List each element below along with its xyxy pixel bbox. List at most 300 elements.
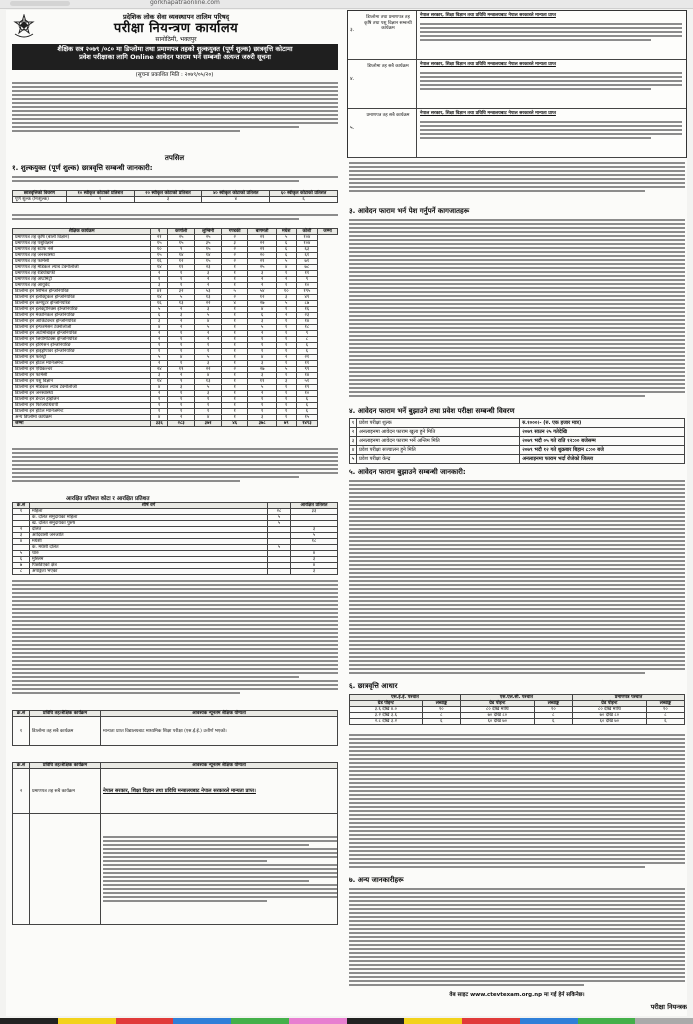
seats-total-cell: ३३६: [151, 421, 168, 427]
seats-cell: ६: [296, 343, 318, 349]
basis-cell: १०: [534, 707, 572, 713]
seats-cell: १०: [296, 391, 318, 397]
seats-cell: १: [276, 337, 296, 343]
seats-cell: ३: [276, 295, 296, 301]
seats-cell: ७१: [296, 259, 318, 265]
seats-cell: १८: [296, 325, 318, 331]
seats-cell: १४: [296, 319, 318, 325]
seats-cell: ६: [296, 349, 318, 355]
seats-cell: डिप्लोमा इन मेकानिकल इन्जिनियरिङ: [13, 313, 151, 319]
seats-cell: ५: [195, 385, 222, 391]
seats-cell: १: [222, 265, 248, 271]
seats-cell: १६: [151, 259, 168, 265]
seats-cell: अन्य डिप्लोमा कार्यक्रम: [13, 415, 151, 421]
reserve-cell: ३: [291, 527, 338, 533]
seats-cell: ५४: [248, 289, 276, 295]
seats-cell: २: [151, 337, 168, 343]
seats-cell: डिप्लोमा इन जियोमेटिक्स इन्जिनियरिङ: [13, 337, 151, 343]
basis-group-header: एस.एल.सी. पश्चात: [460, 695, 572, 701]
seats-cell: ४: [222, 301, 248, 307]
eligibility-header: क्र.सं: [13, 763, 30, 769]
seats-cell: ५: [248, 325, 276, 331]
seats-cell: ३: [195, 361, 222, 367]
seats-cell: १: [276, 415, 296, 421]
eligibility-continued-box: [347, 10, 687, 158]
reserve-cell: २: [13, 527, 30, 533]
seats-cell: ३: [168, 313, 195, 319]
seats-cell: १६: [296, 307, 318, 313]
eligibility-table-1: [12, 710, 338, 746]
basis-header: लब्धाङ्क: [534, 701, 572, 707]
exam-cell: अनलाइनमा आवेदन फाराम खुला हुने मिति: [357, 428, 520, 437]
exam-cell: प्रवेश परीक्षा शुल्क: [357, 419, 520, 428]
seats-cell: २५: [195, 235, 222, 241]
eligibility-row-label: डिप्लोमा तह सबै कार्यक्रम: [367, 64, 409, 69]
seats-cell: डिप्लोमा इन इलेक्ट्रिकल इन्जिनियरिङ: [13, 295, 151, 301]
seats-cell: १: [168, 391, 195, 397]
seats-cell: १: [151, 409, 168, 415]
seats-cell: १: [222, 283, 248, 289]
seats-cell: २: [248, 391, 276, 397]
seats-cell: ३: [195, 271, 222, 277]
office-location: सानोठिमी, भक्तपुर: [155, 36, 197, 43]
website-note: वेब साइट www.ctevtexam.org.np मा गई हेर्न सकिनेछ।: [449, 992, 585, 998]
seats-cell: १४: [151, 265, 168, 271]
banner-line-2: प्रवेश परीक्षाका लागि Online आवेदन फाराम भर्ने सम्बन्धी अत्यन्त जरुरी सूचना: [79, 53, 271, 61]
reserve-cell: थारु: [30, 551, 268, 557]
seats-cell: १: [276, 403, 296, 409]
seats-cell: प्रमाणपत्र तह पशुविज्ञान: [13, 241, 151, 247]
reserve-row: [13, 569, 338, 575]
office-header: [46, 13, 306, 43]
seats-cell: ३: [248, 373, 276, 379]
seats-cell: २: [248, 331, 276, 337]
reserve-cell: ७: [13, 563, 30, 569]
seats-cell: ४: [195, 373, 222, 379]
seats-total-cell: ४६: [222, 421, 248, 427]
seats-cell: ५: [276, 367, 296, 373]
reserve-cell: क. मधेशी दलित: [30, 545, 268, 551]
eligibility-table-2: [12, 762, 338, 925]
seats-cell: डिप्लोमा इन मेडिकल ल्याब टेक्नोलोजी: [13, 385, 151, 391]
seats-cell: २: [195, 331, 222, 337]
eligibility-row-detail: [420, 119, 682, 153]
seats-cell: ७८: [296, 265, 318, 271]
eligibility-highlight: नेपाल सरकार, शिक्षा विज्ञान तथा प्रविधि मन्त्रालयबाट नेपाल सरकारले मान्यता प्राप्त।: [103, 788, 256, 794]
basis-header: ग्रेड पोइन्ट: [572, 701, 646, 707]
seats-cell: १: [168, 331, 195, 337]
seats-cell: ३: [248, 361, 276, 367]
seats-cell: प्रमाणपत्र तह मेडिकल ल्याब टेक्नोलोजी: [13, 265, 151, 271]
eligibility-row-label: प्रमाणपत्र तह सबै कार्यक्रम: [366, 113, 410, 118]
seats-cell: २: [222, 295, 248, 301]
quota-table: [12, 190, 338, 203]
seats-cell: १: [222, 331, 248, 337]
seats-header: जम्मा: [318, 229, 338, 235]
eligibility-row-note: नेपाल सरकार, शिक्षा विज्ञान तथा प्रविधि मन्त्रालयबाट नेपाल सरकारले मान्यता प्राप्त: [420, 62, 556, 67]
quota-cell: ४: [202, 197, 270, 203]
exam-row: [350, 437, 685, 446]
basis-cell: ६० देखि ७०: [572, 719, 646, 725]
seats-total-cell: ३७८: [248, 421, 276, 427]
seats-cell: १: [222, 337, 248, 343]
seats-cell: १: [222, 271, 248, 277]
reserve-cell: ३: [291, 557, 338, 563]
seats-cell: डिप्लोमा इन इरिगेसन इन्जिनियरिङ: [13, 343, 151, 349]
seats-cell: २३: [296, 313, 318, 319]
seats-cell: १: [276, 325, 296, 331]
seats-header: लुम्बिनी: [195, 229, 222, 235]
browser-bar: [0, 0, 693, 9]
seats-cell: १: [222, 373, 248, 379]
eligibility-row-note: नेपाल सरकार, शिक्षा विज्ञान तथा प्रविधि मन्त्रालयबाट नेपाल सरकारले मान्यता प्राप्त: [420, 111, 556, 116]
eligibility-row: [348, 109, 686, 158]
seats-cell: १: [195, 349, 222, 355]
seats-cell: २४: [151, 367, 168, 373]
seats-cell: १: [248, 409, 276, 415]
quota-header: ६० स्वीकृत कोटाको प्रतिशत: [270, 191, 338, 197]
seats-cell: १४: [296, 373, 318, 379]
seats-cell: ४: [276, 265, 296, 271]
right-column: [347, 10, 687, 1016]
seats-cell: २५: [168, 235, 195, 241]
seats-cell: १: [222, 403, 248, 409]
seats-cell: ११: [296, 271, 318, 277]
seats-cell: १: [151, 403, 168, 409]
seats-cell: १: [151, 277, 168, 283]
basis-notes: [349, 732, 685, 872]
seats-cell: १: [168, 337, 195, 343]
seats-cell: ९: [168, 247, 195, 253]
office-name: परीक्षा नियन्त्रण कार्यालय: [113, 21, 239, 36]
eligibility-cell: [101, 769, 338, 814]
seats-cell: ११: [248, 379, 276, 385]
seats-cell: १: [222, 391, 248, 397]
basis-group-header: एस.ई.ई. पश्चात: [350, 695, 461, 701]
seats-cell: १: [276, 361, 296, 367]
seats-cell: डिप्लोमा इन एग्रिकल्चर: [13, 367, 151, 373]
reserve-cell: ३३: [291, 509, 338, 515]
seats-cell: ३: [248, 415, 276, 421]
basis-header: ग्रेड पोइन्ट: [460, 701, 534, 707]
seats-cell: १०: [296, 283, 318, 289]
exam-row: [350, 428, 685, 437]
seats-cell: १: [168, 277, 195, 283]
reserve-cell: आदिवासी जनजाति: [30, 533, 268, 539]
seats-cell: १: [222, 277, 248, 283]
seats-cell: ६: [151, 313, 168, 319]
seats-cell: २: [222, 235, 248, 241]
seats-cell: २५: [248, 265, 276, 271]
seats-cell: १: [222, 397, 248, 403]
seats-cell: ५: [276, 301, 296, 307]
basis-header: लब्धाङ्क: [646, 701, 684, 707]
seats-cell: १: [276, 271, 296, 277]
eligibility-row: [348, 60, 686, 109]
seats-cell: ९९: [296, 367, 318, 373]
seats-cell: २: [195, 283, 222, 289]
seats-cell: १: [276, 331, 296, 337]
reserve-cell: ५: [268, 515, 291, 521]
seats-cell: डिप्लोमा इन हाइड्रोपावर इन्जिनियरिङ: [13, 349, 151, 355]
seats-cell: प्रमाणपत्र तह स्टाफ नर्स: [13, 247, 151, 253]
seats-cell: डिप्लोमा इन सिभिल इन्जिनियरिङ: [13, 289, 151, 295]
seats-cell: ९: [296, 277, 318, 283]
seats-cell: १: [276, 391, 296, 397]
seats-cell: १९: [296, 385, 318, 391]
seats-cell: १५: [151, 241, 168, 247]
seats-cell: १: [276, 385, 296, 391]
seats-cell: २२: [248, 241, 276, 247]
seats-cell: २७: [248, 301, 276, 307]
address-bar[interactable]: gorkhapatraonline.com: [150, 0, 220, 6]
eligibility-row-label: डिप्लोमा तथा प्रमाणपत्र तह कृषि तथा पशु विज्ञान सम्बन्धी कार्यक्रम: [364, 15, 412, 31]
seats-cell: १: [276, 409, 296, 415]
seats-notes: [12, 446, 338, 494]
seats-cell: ६: [296, 409, 318, 415]
seats-cell: डिप्लोमा इन फिजियोथेरापी: [13, 403, 151, 409]
basis-cell: २.८ देखि ३.२: [350, 719, 423, 725]
seats-cell: २: [168, 415, 195, 421]
seats-cell: १: [276, 373, 296, 379]
seats-cell: १५: [168, 241, 195, 247]
reserve-cell: मुस्लिम: [30, 557, 268, 563]
seats-cell: २: [222, 367, 248, 373]
reserve-cell: दलित: [30, 527, 268, 533]
seats-cell: ४: [168, 355, 195, 361]
basis-cell: ७० देखि ८०: [572, 713, 646, 719]
seats-cell: ८: [296, 337, 318, 343]
seats-cell: १९: [168, 367, 195, 373]
eligibility-cell: डिप्लोमा तह सबै कार्यक्रम: [30, 717, 101, 746]
seats-cell: १: [276, 307, 296, 313]
quota-cell: ३: [134, 197, 202, 203]
seats-cell: ३: [222, 241, 248, 247]
browser-tab[interactable]: [10, 1, 70, 6]
seats-cell: ५: [151, 307, 168, 313]
seats-cell: प्रमाणपत्र तह फार्मेसी: [13, 259, 151, 265]
seats-cell: ५: [195, 325, 222, 331]
exam-cell: प्रवेश परीक्षा केन्द्र: [357, 455, 520, 464]
eligibility-header: क्र.सं: [13, 711, 30, 717]
seats-cell: ११: [296, 361, 318, 367]
reserve-cell: ५: [291, 533, 338, 539]
seats-cell: १५: [195, 247, 222, 253]
seats-cell: डिप्लोमा इन पशु विज्ञान: [13, 379, 151, 385]
seats-cell: ३: [195, 391, 222, 397]
seats-cell: १५: [296, 415, 318, 421]
seats-cell: १: [222, 325, 248, 331]
intro-paragraph: [12, 80, 338, 154]
seats-cell: ३: [248, 319, 276, 325]
seats-cell: डिप्लोमा इन कम्प्युटर इन्जिनियरिङ: [13, 301, 151, 307]
seats-cell: ३५: [195, 241, 222, 247]
seats-cell: २३: [195, 265, 222, 271]
seats-cell: ६: [276, 253, 296, 259]
reserve-cell: २८: [268, 509, 291, 515]
seats-cell: १: [222, 307, 248, 313]
seats-cell: १४: [195, 253, 222, 259]
seats-cell: २: [195, 337, 222, 343]
seats-cell: २: [222, 253, 248, 259]
seats-cell: २२: [195, 367, 222, 373]
seats-cell: २: [276, 355, 296, 361]
seats-cell: ६: [248, 313, 276, 319]
seats-cell: डिप्लोमा इन इन्फरमेसन टेक्नोलोजी: [13, 325, 151, 331]
seats-cell: २१: [248, 259, 276, 265]
seats-header: कर्णाली: [168, 229, 195, 235]
seats-table: [12, 228, 338, 427]
seats-cell: ४: [195, 415, 222, 421]
seats-cell: १२: [248, 295, 276, 301]
reserve-cell: ५: [13, 551, 30, 557]
basis-cell: ६: [534, 719, 572, 725]
govt-line: प्रदेशिक लोक सेवा व्यवस्थापन तालिम परिषद्: [122, 13, 230, 21]
exam-cell: अनलाइनमा आवेदन फाराम भर्ने अन्तिम मिति: [357, 437, 520, 446]
seats-cell: १: [168, 343, 195, 349]
seats-cell: ४: [151, 385, 168, 391]
seats-cell: डिप्लोमा इन जनस्वास्थ्य: [13, 391, 151, 397]
seats-cell: १०: [276, 289, 296, 295]
seats-cell: २: [168, 319, 195, 325]
seats-cell: १: [248, 397, 276, 403]
seats-cell: १: [195, 403, 222, 409]
quota-header: ४० स्वीकृत कोटाको प्रतिशत: [202, 191, 270, 197]
seats-cell: ३: [248, 271, 276, 277]
basis-cell: ८० देखि माथि: [460, 707, 534, 713]
seats-cell: ५: [195, 313, 222, 319]
eligibility-header: आवश्यक न्यूनतम शैक्षिक योग्यता: [101, 711, 338, 717]
reserve-cell: ५: [268, 521, 291, 527]
seats-cell: ५: [222, 289, 248, 295]
seats-cell: ४: [248, 355, 276, 361]
reserve-cell: ४: [291, 563, 338, 569]
seats-cell: १०: [151, 247, 168, 253]
seats-cell: ६: [296, 397, 318, 403]
seats-header: १: [151, 229, 168, 235]
seats-cell: १५: [151, 253, 168, 259]
seats-cell: १: [195, 409, 222, 415]
seats-cell: ११: [168, 265, 195, 271]
basis-row: [350, 719, 685, 725]
quota-cell: ६: [270, 197, 338, 203]
reserve-cell: पिछडिएको क्षेत्र: [30, 563, 268, 569]
eligibility-row-number: ५.: [350, 125, 355, 131]
section-2-notes: [349, 160, 685, 206]
seats-header: शैक्षिक कार्यक्रम: [13, 229, 151, 235]
seats-cell: २१: [248, 247, 276, 253]
exam-cell: ४: [350, 446, 357, 455]
seats-cell: ४: [151, 325, 168, 331]
seats-cell: १: [151, 343, 168, 349]
quota-header: छात्रवृत्तिको विवरण: [13, 191, 67, 197]
seats-cell: १: [222, 349, 248, 355]
seats-cell: ४: [151, 415, 168, 421]
seats-cell: २: [248, 283, 276, 289]
seats-cell: १: [168, 361, 195, 367]
seats-cell: १३: [168, 301, 195, 307]
seats-header: कोशी: [296, 229, 318, 235]
basis-cell: ३.६ देखि ४.०: [350, 707, 423, 713]
banner-line-1: शैक्षिक सत्र २०७९ /०८० मा डिप्लोमा तथा प्रमाणपत्र तहको शुल्कयुक्त (पूर्ण शुल्क) छात्रवृत्ति कोटामा: [57, 45, 293, 53]
seats-cell: ६: [296, 403, 318, 409]
notice-date: (सूचना प्रकाशित मिति : २०७९/०५/२०): [135, 72, 214, 78]
seats-cell: १: [276, 397, 296, 403]
signature-title: परीक्षा नियन्त्रक: [650, 1003, 687, 1011]
quota-header: १० स्वीकृत कोटाको प्रतिशत: [66, 191, 134, 197]
seats-cell: डिप्लोमा इन फार्मेसी: [13, 373, 151, 379]
seats-cell: १: [151, 349, 168, 355]
reserve-cell: ८: [13, 569, 30, 575]
seats-cell: १: [222, 355, 248, 361]
reserve-cell: ४: [291, 551, 338, 557]
scholarship-basis-table: [349, 694, 685, 725]
eligibility-cell: मान्यता प्राप्त विद्यालयबाट माध्यमिक शिक्षा परीक्षा (एस.ई.ई.) उत्तीर्ण भएको।: [101, 717, 338, 746]
seats-cell: १: [222, 409, 248, 415]
section-2-text: [12, 212, 338, 226]
seats-cell: १: [222, 313, 248, 319]
seats-cell: ६: [276, 247, 296, 253]
seats-cell: डिप्लोमा इन होटेल म्यानेजमेन्ट: [13, 409, 151, 415]
exam-cell: प्रवेश परीक्षा सञ्चालन हुने मिति: [357, 446, 520, 455]
seats-cell: ३: [151, 373, 168, 379]
exam-cell: ३: [350, 437, 357, 446]
seats-cell: डिप्लोमा इन अटोमोबाइल इन्जिनियरिङ: [13, 331, 151, 337]
seats-cell: १: [168, 397, 195, 403]
reserve-cell: क. दलित समुदायका महिला: [30, 515, 268, 521]
seats-cell: १९५: [296, 289, 318, 295]
seats-cell: २: [276, 277, 296, 283]
exam-row: [350, 455, 685, 464]
seats-cell: १: [195, 397, 222, 403]
eligibility-row-detail: [420, 21, 682, 55]
notice-banner: [12, 44, 338, 70]
reserve-header: आरक्षित प्रतिशत: [291, 503, 338, 509]
seats-cell: डिप्लोमा इन फरेस्ट्री: [13, 355, 151, 361]
seats-cell: १: [168, 349, 195, 355]
seats-cell: २७: [248, 367, 276, 373]
seats-cell: २: [151, 361, 168, 367]
eligibility-cell: २: [13, 769, 30, 814]
seats-cell: २१: [248, 235, 276, 241]
eligibility-header: प्रविधि तह/शैक्षिक कार्यक्रम: [30, 711, 101, 717]
seats-cell: ३: [276, 379, 296, 385]
seats-cell: ९: [168, 379, 195, 385]
seats-cell: १: [248, 343, 276, 349]
basis-cell: ६: [646, 719, 684, 725]
quota-header: २० स्वीकृत कोटाको प्रतिशत: [134, 191, 202, 197]
basis-cell: १०: [646, 707, 684, 713]
seats-cell: ३: [151, 319, 168, 325]
seats-cell: १: [195, 343, 222, 349]
exam-cell: २०७९ भदौ ०५ गते राति १२:०० बजेसम्म: [520, 437, 685, 446]
reserve-cell: [268, 569, 291, 575]
reserve-cell: ख. दलित समुदायका पुरुष: [30, 521, 268, 527]
quota-cell: १: [66, 197, 134, 203]
seats-cell: २: [151, 391, 168, 397]
seats-cell: १०४: [296, 235, 318, 241]
seats-cell: १: [276, 283, 296, 289]
seats-cell: २: [168, 307, 195, 313]
basis-cell: १०: [422, 707, 460, 713]
exam-row: [350, 446, 685, 455]
eligibility-cell: प्रमाणपत्र तह सबै कार्यक्रम: [30, 769, 101, 814]
eligibility-row-number: ३.: [350, 27, 355, 33]
color-strip: [0, 1018, 693, 1024]
seats-cell: प्रमाणपत्र तह रेडियोग्राफी: [13, 271, 151, 277]
left-column: [6, 10, 343, 1016]
seats-cell: १४: [151, 379, 168, 385]
